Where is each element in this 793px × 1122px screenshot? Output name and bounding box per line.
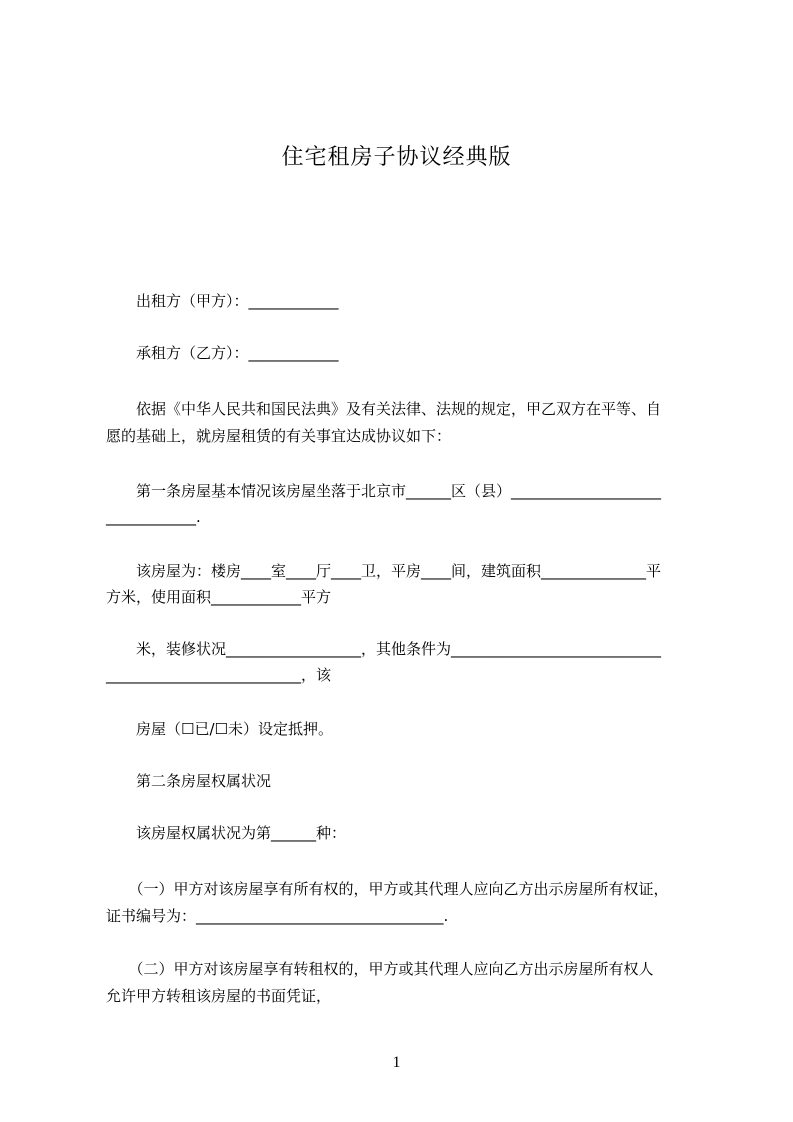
clause-1-line-2: 证书编号为：_________________________________.	[106, 907, 449, 925]
decoration-line-2: __________________________，该	[106, 666, 332, 684]
decoration-line-1: 米，装修状况__________________，其他条件为____________________________	[106, 640, 662, 658]
clause-1-line-1: （一）甲方对该房屋享有所有权的，甲方或其代理人应向乙方出示房屋所有权证，	[106, 880, 669, 898]
preamble-line-2: 愿的基础上，就房屋租赁的有关事宜达成协议如下：	[106, 427, 452, 445]
house-type-line-2: 方米，使用面积____________平方	[106, 588, 332, 606]
page-number: 1	[392, 1054, 401, 1071]
house-type-line-1: 该房屋为：楼房____室____厅____卫，平房____间，建筑面积______________平	[106, 562, 662, 580]
article-1-line-2: ____________.	[106, 508, 201, 526]
ownership-type-line: 该房屋权属状况为第______种：	[106, 824, 347, 842]
mortgage-line: 房屋（☐已/☐未）设定抵押。	[106, 720, 333, 738]
lessee-line: 承租方（乙方）：____________	[106, 344, 339, 362]
article-2-heading: 第二条房屋权属状况	[106, 772, 272, 790]
clause-2-line-2: 允许甲方转租该房屋的书面凭证，	[106, 987, 332, 1005]
document-title: 住宅租房子协议经典版	[281, 145, 512, 170]
preamble-line-1: 依据《中华人民共和国民法典》及有关法律、法规的规定，甲乙双方在平等、自	[106, 400, 662, 418]
clause-2-line-1: （二）甲方对该房屋享有转租权的，甲方或其代理人应向乙方出示房屋所有权人	[106, 960, 654, 978]
article-1-line-1: 第一条房屋基本情况该房屋坐落于北京市______区（县）____________________	[106, 482, 662, 500]
lessor-line: 出租方（甲方）：____________	[106, 292, 339, 310]
